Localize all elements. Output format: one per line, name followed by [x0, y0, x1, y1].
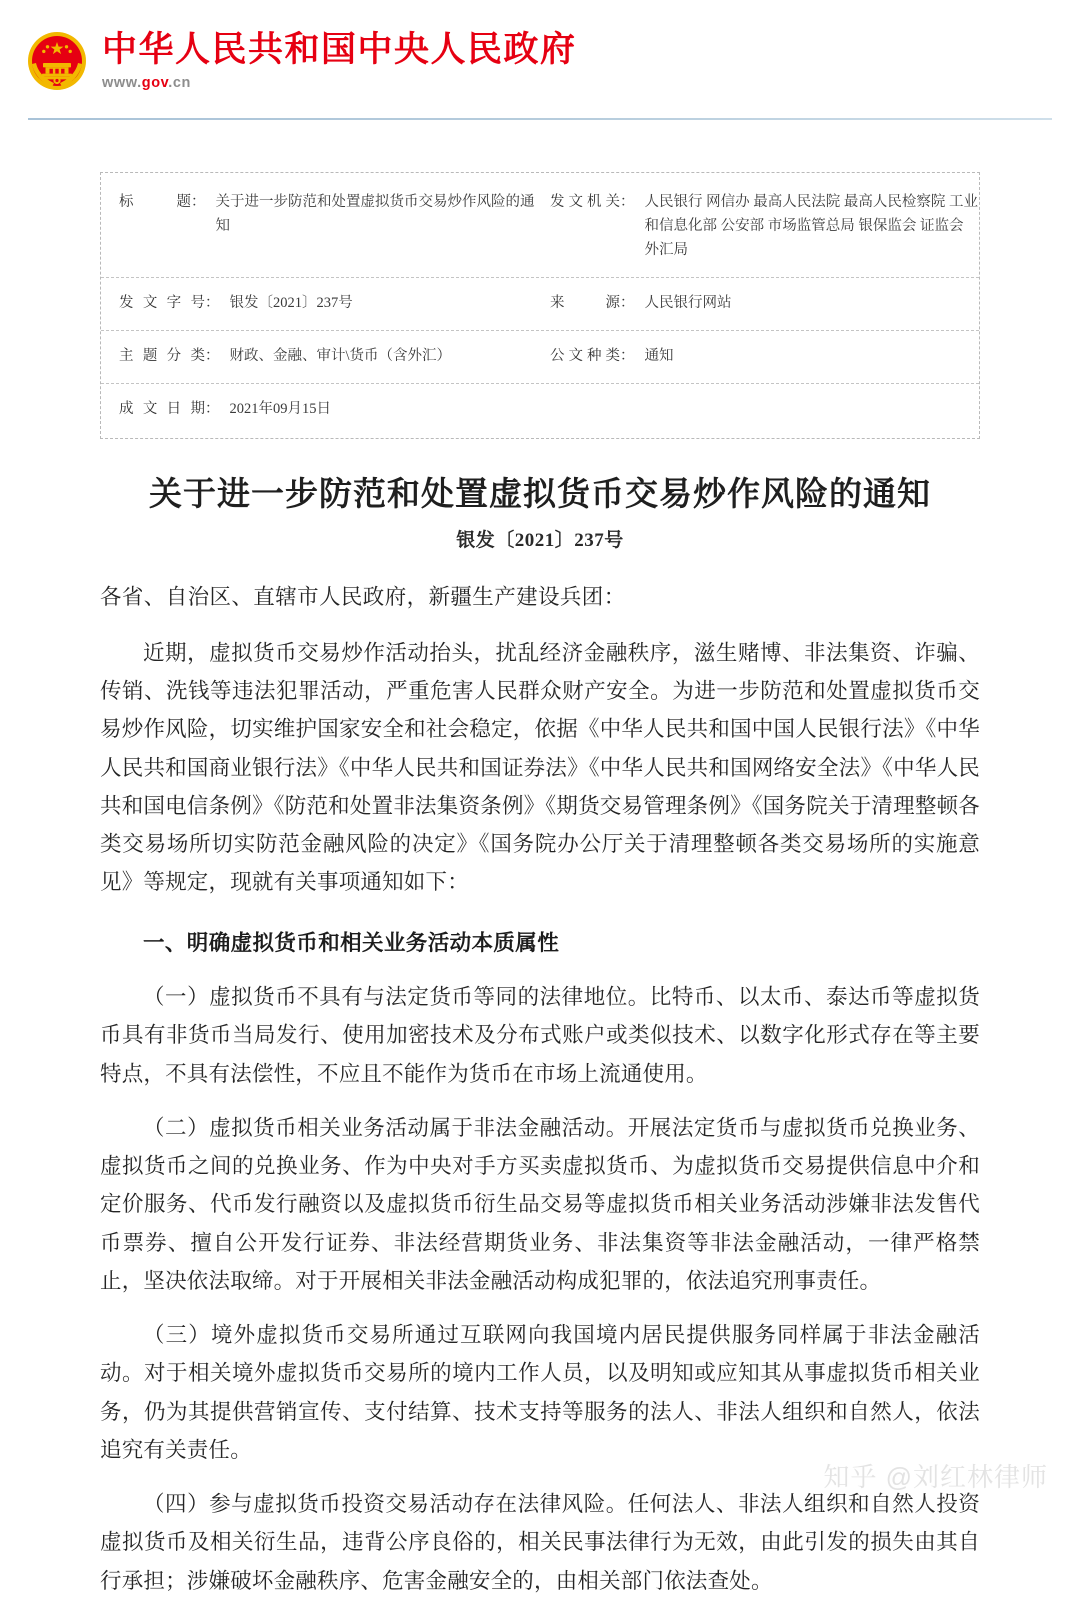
meta-value-title: 关于进一步防范和处置虚拟货币交易炒作风险的通知	[215, 194, 535, 234]
table-row	[101, 331, 979, 384]
table-row	[101, 278, 979, 331]
meta-label-source: 来源	[550, 294, 620, 311]
meta-colon: ：	[205, 294, 220, 311]
meta-value-subject-category: 财政、金融、审计\货币（含外汇）	[229, 347, 452, 364]
meta-value-issuing-agency: 人民银行 网信办 最高人民法院 最高人民检察院 工业和信息化部 公安部 市场监管总局 银保监会 证监会 外汇局	[644, 194, 978, 258]
meta-label-issuing-agency: 发文机关	[550, 194, 620, 210]
salutation: 各省、自治区、直辖市人民政府，新疆生产建设兵团：	[100, 585, 626, 610]
document-container	[0, 172, 1080, 1600]
header-divider	[28, 118, 1052, 120]
site-url	[102, 75, 577, 91]
paragraph-preamble: 近期，虚拟货币交易炒作活动抬头，扰乱经济金融秩序，滋生赌博、非法集资、诈骗、传销、洗钱等违法犯罪活动，严重危害人民群众财产安全。为进一步防范和处置虚拟货币交易炒作风险，切实维护国家安全和社会稳定，依据《中华人民共和国中国人民银行法》《中华人民共和国商业银行法》《中华人民共和国证券法》《中华人民共和国网络安全法》《中华人民共和国电信条例》《防范和处置非法集资条例》《期货交易管理条例》《国务院关于清理整顿各类交易场所切实防范金融风险的决定》《国务院办公厅关于清理整顿各类交易场所的实施意见》等规定，现就有关事项通知如下：	[100, 640, 980, 895]
page-title: 关于进一步防范和处置虚拟货币交易炒作风险的通知	[149, 476, 931, 513]
meta-cell-source	[540, 278, 979, 330]
paragraph-item-3: （三）境外虚拟货币交易所通过互联网向我国境内居民提供服务同样属于非法金融活动。对于相关境外虚拟货币交易所的境内工作人员，以及明知或应知其从事虚拟货币相关业务，仍为其提供营销宣传、支付结算、技术支持等服务的法人、非法人组织和自然人，依法追究有关责任。	[100, 1323, 980, 1462]
site-header	[0, 0, 1080, 120]
document-number: 银发〔2021〕237号	[456, 530, 624, 552]
document-metadata-table	[100, 172, 980, 439]
meta-cell-doc-number	[101, 278, 540, 330]
url-highlight: gov	[141, 75, 169, 92]
table-row	[101, 384, 979, 436]
meta-cell-title	[101, 177, 540, 277]
watermark: 知乎 @刘红林律师	[823, 1462, 1048, 1492]
meta-label-subject-category: 主题分类	[119, 347, 205, 364]
meta-cell-issue-date	[101, 384, 979, 436]
national-emblem-icon	[26, 30, 88, 92]
paragraph-item-2: （二）虚拟货币相关业务活动属于非法金融活动。开展法定货币与虚拟货币兑换业务、虚拟货币之间的兑换业务、作为中央对手方买卖虚拟货币、为虚拟货币交易提供信息中介和定价服务、代币发行融资以及虚拟货币衍生品交易等虚拟货币相关业务活动涉嫌非法发售代币票券、擅自公开发行证券、非法经营期货业务、非法集资等非法金融活动，一律严格禁止，坚决依法取缔。对于开展相关非法金融活动构成犯罪的，依法追究刑事责任。	[100, 1115, 980, 1293]
url-prefix: www.	[102, 75, 142, 92]
meta-colon: ：	[191, 194, 206, 210]
meta-value-doc-number: 银发〔2021〕237号	[229, 294, 353, 311]
meta-colon: ：	[205, 347, 220, 364]
site-title: 中华人民共和国中央人民政府	[102, 29, 577, 69]
section-heading-one: 一、明确虚拟货币和相关业务活动本质属性	[143, 930, 560, 955]
paragraph-item-4: （四）参与虚拟货币投资交易活动存在法律风险。任何法人、非法人组织和自然人投资虚拟货币及相关衍生品，违背公序良俗的，相关民事法律行为无效，由此引发的损失由其自行承担；涉嫌破坏金融秩序、危害金融安全的，由相关部门依法查处。	[100, 1492, 980, 1593]
meta-cell-issuing-agency	[540, 177, 979, 277]
table-row	[101, 177, 979, 278]
meta-colon: ：	[205, 400, 220, 417]
meta-colon: ：	[620, 347, 635, 364]
paragraph-item-1: （一）虚拟货币不具有与法定货币等同的法律地位。比特币、以太币、泰达币等虚拟货币具有非货币当局发行、使用加密技术及分布式账户或类似技术、以数字化形式存在等主要特点，不具有法偿性，不应且不能作为货币在市场上流通使用。	[100, 984, 980, 1086]
brand-block	[102, 29, 577, 92]
meta-colon: ：	[620, 194, 635, 210]
meta-value-source: 人民银行网站	[644, 294, 732, 311]
meta-label-document-type: 公文种类	[550, 347, 620, 364]
meta-label-issue-date: 成文日期	[119, 400, 205, 417]
meta-value-document-type: 通知	[644, 347, 674, 364]
meta-cell-subject-category	[101, 331, 540, 383]
meta-colon: ：	[620, 294, 635, 311]
url-suffix: .cn	[168, 75, 191, 92]
meta-label-title: 标题	[119, 194, 191, 210]
meta-label-doc-number: 发文字号	[119, 294, 205, 311]
meta-value-issue-date: 2021年09月15日	[229, 400, 331, 417]
meta-cell-document-type	[540, 331, 979, 383]
